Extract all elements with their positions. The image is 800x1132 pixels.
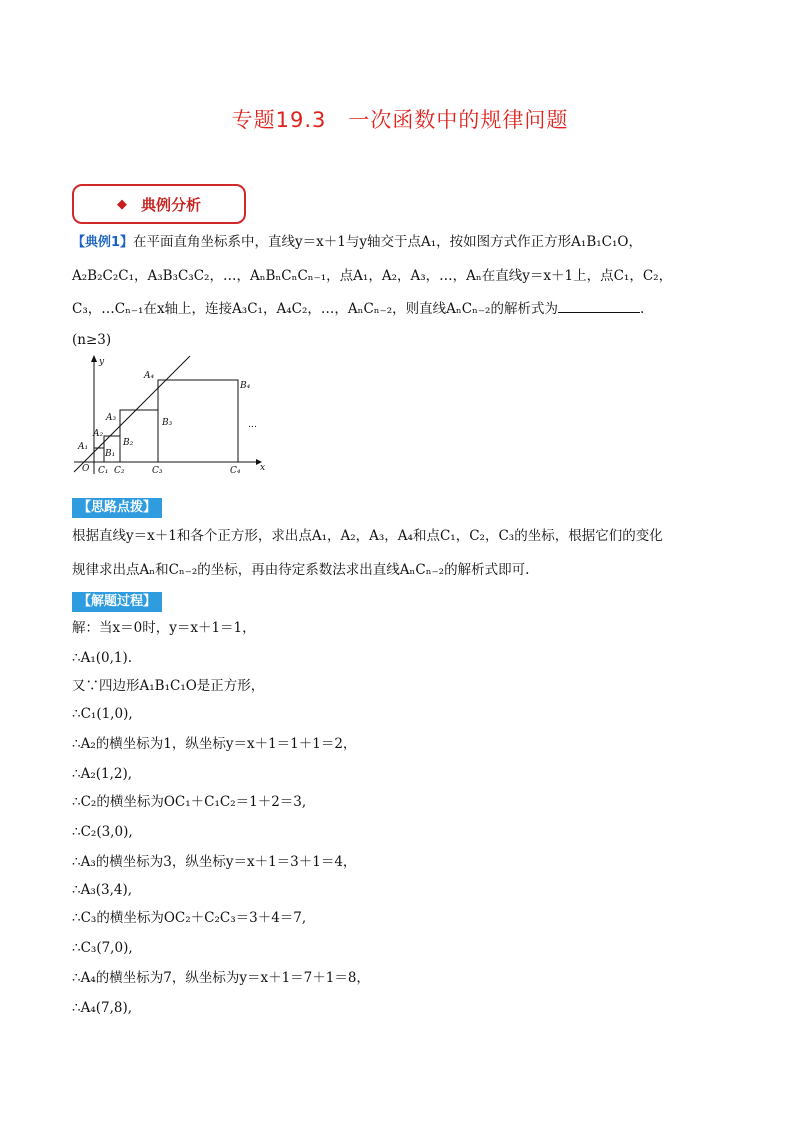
square-3 — [120, 410, 158, 462]
solution-line: ∴C₃(7,0), — [72, 940, 133, 956]
example-line-3 — [72, 298, 644, 319]
solution-line: ∴C₂(3,0), — [72, 824, 133, 840]
label-dots: … — [248, 420, 257, 430]
solution-line: ∴C₁(1,0), — [72, 706, 133, 722]
hint-line-1: 根据直线y＝x＋1和各个正方形，求出点A₁，A₂，A₃，A₄和点C₁，C₂，C₃的坐标，根据它们的变化 — [72, 528, 663, 544]
label-A3: A₃ — [106, 413, 117, 423]
solution-line: ∴C₃的横坐标为OC₂＋C₂C₃＝3＋4＝7, — [72, 910, 307, 926]
solution-line: ∴A₂(1,2), — [72, 766, 133, 782]
solution-line: ∴A₂的横坐标为1，纵坐标y＝x＋1＝1＋1＝2， — [72, 736, 357, 752]
line-y-eq-x-plus-1 — [74, 356, 190, 472]
solution-line: 解：当x＝0时，y＝x＋1＝1， — [72, 620, 256, 636]
section-header — [72, 184, 246, 224]
example-line-2: A₂B₂C₂C₁，A₃B₃C₃C₂，…，AₙBₙCₙCₙ₋₁，点A₁，A₂，A₃，…，Aₙ在直线y＝x＋1上，点C₁，C₂， — [72, 268, 673, 284]
example-label: 【典例1】 — [72, 235, 134, 250]
y-arrow-icon — [91, 355, 97, 362]
solution-line: 又∵四边形A₁B₁C₁O是正方形， — [72, 678, 265, 694]
solution-line: ∴A₄(7,8), — [72, 1000, 133, 1016]
label-B1: B₁ — [105, 449, 116, 459]
diamond-icon: ◆ — [116, 196, 127, 212]
solution-line: ∴C₂的横坐标为OC₁＋C₁C₂＝1＋2＝3, — [72, 794, 307, 810]
label-A1: A₁ — [78, 442, 89, 452]
solution-line: ∴A₃的横坐标为3，纵坐标y＝x＋1＝3＋1＝4， — [72, 854, 357, 870]
label-x: x — [260, 463, 266, 473]
section-label: 典例分析 — [140, 195, 201, 214]
label-B3: B₃ — [162, 418, 173, 428]
example-period: . — [639, 301, 645, 317]
label-A4: A₄ — [144, 371, 155, 381]
squares-figure — [70, 352, 270, 476]
solution-line: ∴A₃(3,4), — [72, 882, 133, 898]
label-B4: B₄ — [240, 381, 251, 391]
solution-line: ∴A₄的横坐标为7，纵坐标为y＝x＋1＝7＋1＝8， — [72, 970, 370, 986]
label-C1: C₁ — [98, 466, 109, 476]
example-line-4: (n≥3) — [72, 332, 112, 348]
label-C2: C₂ — [114, 466, 125, 476]
solution-tag: 【解题过程】 — [72, 592, 162, 612]
example-text-3: C₃，…Cₙ₋₁在x轴上，连接A₃C₁，A₄C₂，…，AₙCₙ₋₂，则直线AₙCₙ₋₂的解析式为 — [72, 301, 558, 317]
label-C4: C₄ — [230, 466, 241, 476]
label-A2: A₂ — [93, 429, 104, 439]
answer-blank — [558, 298, 640, 313]
example-line-1 — [72, 232, 642, 253]
label-C3: C₃ — [152, 466, 163, 476]
solution-line: ∴A₁(0,1). — [72, 650, 133, 666]
label-O: O — [82, 464, 90, 474]
label-y: y — [99, 357, 105, 367]
label-B2: B₂ — [123, 438, 134, 448]
page-title: 专题19.3 一次函数中的规律问题 — [231, 108, 569, 132]
example-text-1: 在平面直角坐标系中，直线y＝x＋1与y轴交于点A₁，按如图方式作正方形A₁B₁C₁O， — [133, 234, 642, 250]
hint-tag: 【思路点拨】 — [72, 498, 162, 518]
hint-line-2: 规律求出点Aₙ和Cₙ₋₂的坐标，再由待定系数法求出直线AₙCₙ₋₂的解析式即可. — [72, 562, 530, 578]
